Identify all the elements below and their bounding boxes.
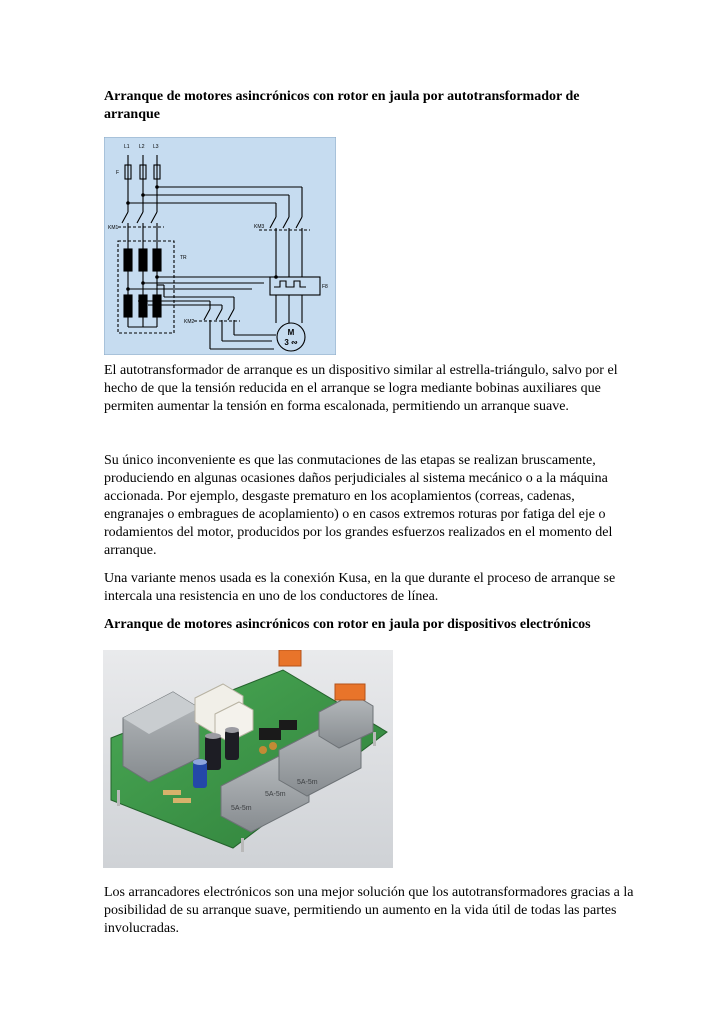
label-fuse: F [116,170,120,176]
label-relay: F8 [322,284,328,290]
label-tr: TR [180,255,187,261]
label-l3: L3 [153,144,159,150]
heading-autotransformer: Arranque de motores asincrónicos con rotor en jaula por autotransformador de arranque [104,89,580,122]
label-km2: KM2 [184,319,195,325]
label-km3: KM3 [254,224,265,230]
electronic-starter-photo [103,650,393,868]
label-motor-phase: 3 ∾ [284,338,298,347]
paragraph-autotransformer-description: El autotransformador de arranque es un dispositivo similar al estrella-triángulo, salvo por el hecho de que la tensión reducida en el arranque se logra mediante bobinas auxiliares que permiten aumentar la tensión en forma escalonada, permitiendo un arranque suave. [104,363,618,414]
photo-board-label-2: 5A-5m [265,791,286,798]
paragraph-drawback: Su único inconveniente es que las conmutaciones de las etapas se realizan bruscamente, produciendo en algunas ocasiones daños perjudiciales al sistema mecánico o a la máquina accionada. Por ejemplo, desgaste prematuro en los acoplamientos (correas, cadenas, engranajes o embragues de acoplamiento) o en casos extremos roturas por fatiga del eje o rodamientos del motor, producidos por los grandes esfuerzos realizados en el momento del arranque. [104,453,613,558]
photo-board-label-1: 5A-5m [231,805,252,812]
paragraph-kusa-variant: Una variante menos usada es la conexión Kusa, en la que durante el proceso de arranque se intercala una resistencia en uno de los conductores de línea. [104,571,616,604]
label-km1: KM1 [108,225,119,231]
label-l1: L1 [124,144,130,150]
heading-electronic: Arranque de motores asincrónicos con rotor en jaula por dispositivos electrónicos [104,617,591,632]
photo-board-label-3: 5A-5m [297,779,318,786]
paragraph-electronic-starters: Los arrancadores electrónicos son una mejor solución que los autotransformadores gracias a la posibilidad de su arranque suave, permitiendo un aumento en la vida útil de todas las partes involucradas. [104,885,634,936]
label-l2: L2 [139,144,145,150]
label-motor: M [287,328,295,337]
wiring-diagram [104,137,336,355]
